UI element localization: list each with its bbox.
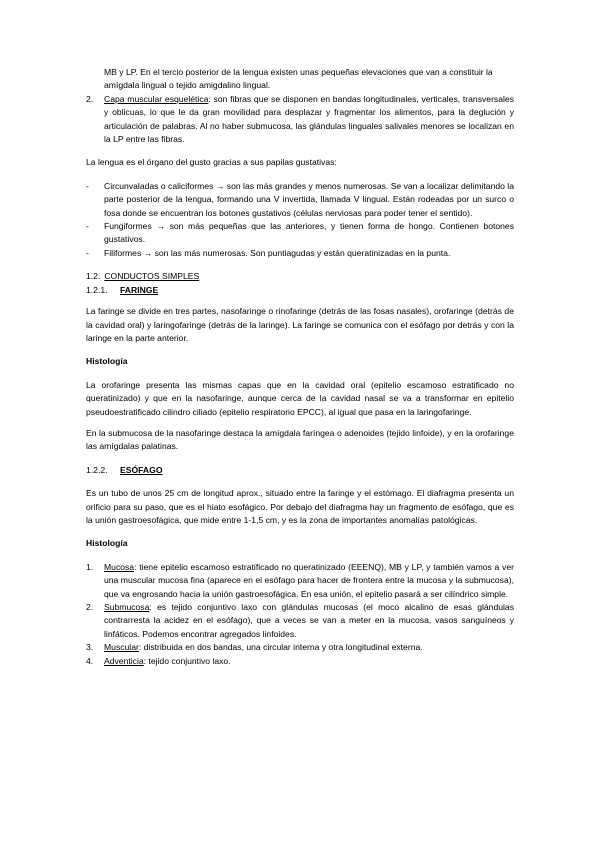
section-heading — [86, 270, 514, 283]
subsection-heading-esofago — [86, 464, 514, 477]
term-capa-muscular: Capa muscular esquelética — [104, 93, 209, 104]
faringe-paragraph: La faringe se divide en tres partes, nasofaringe o rinofaringe (detrás de las fosas nasales), orofaringe (detrás de la cavidad oral) y laringofaringe (detrás de la laringe). La faringe se comunica con el esófago por detrás y con la laringe en la parte anterior. — [86, 306, 514, 343]
list-item-muscular — [86, 641, 514, 654]
subsection-number: 1.2.1. — [86, 284, 108, 295]
list-item-submucosa — [86, 601, 514, 641]
item-text: Filiformes → son las más numerosas. Son puntiagudas y están queratinizadas en la punta. — [104, 247, 451, 258]
histologia-heading: Histología — [86, 538, 128, 549]
list-number: 2. — [86, 602, 94, 612]
list-number: 4. — [86, 655, 94, 666]
bullet-dash: - — [86, 221, 89, 232]
item-text: Circunvaladas o caliciformes → son las más grandes y menos numerosas. Se van a localizar delimitando la parte posterior de la lengua, formando una V invertida, llamada V lingual. Están rodeadas por un surco o fosa donde se encuentran los botones gustativos (células nerviosas para poder tener el sentido). — [104, 180, 514, 218]
term-adventicia: Adventicia — [104, 655, 144, 666]
histologia-heading: Histología — [86, 356, 128, 367]
esofago-paragraph: Es un tubo de unos 25 cm de longitud aprox., situado entre la faringe y el estómago. El diafragma presenta un orificio para su paso, que es el hiato esofágico. Por debajo del diafragma hay un fragmento de esófago, que es la unión gastroesofágica, que mide entre 1-1,5 cm, y es la zona de importantes anomalías patológicas. — [86, 488, 514, 525]
continued-text-line-2: amígdala lingual o tejido amigdalino lingual. — [104, 80, 271, 91]
section-number: 1.2. — [86, 271, 101, 282]
term-mucosa: Mucosa — [104, 561, 135, 572]
subsection-number: 1.2.2. — [86, 464, 108, 475]
item-text: : tiene epitelio escamoso estratificado no queratinizado (EEENQ), MB y LP, y también vamos a ver una muscular mucosa fina (aparece en el esófago para hacer de frontera entre la mucosa y la submucosa), que va engrosando hacia la unión gastroesofágica. En esa unión, el epitelio pasará a ser cilíndrico simple. — [104, 561, 514, 599]
item-text: : distribuida en dos bandas, una circular interna y otra longitudinal externa. — [138, 642, 423, 653]
term-submucosa: Submucosa — [104, 602, 150, 612]
continued-text-line-1: MB y LP. En el tercio posterior de la lengua existen unas pequeñas elevaciones que van a constituir la — [104, 67, 493, 77]
faringe-histo-paragraph-2: En la submucosa de la nasofaringe destaca la amígdala faríngea o adenoides (tejido linfoide), y en la orofaringe las amígdalas palatinas. — [86, 427, 514, 452]
list-item-mucosa — [86, 561, 514, 601]
list-item-filiformes — [86, 247, 514, 260]
subsection-title: FARINGE — [120, 284, 159, 295]
item-text: : es tejido conjuntivo laxo con glándulas mucosas (el moco alcalino de esas glándulas contrarresta la acidez en el esófago), que a veces se van a meter en la mucosa, vasos sanguíneos y linfáticos. Podemos encontrar agregados linfoides. — [104, 602, 514, 639]
list-item-fungiformes — [86, 220, 514, 247]
list-item-circunvaladas — [86, 180, 514, 220]
list-item-capa-muscular — [86, 93, 514, 147]
document-page — [86, 66, 514, 668]
item-text: : son fibras que se disponen en bandas longitudinales, verticales, transversales y oblicuas, lo que le da gran movilidad para desplazar y fragmentar los alimentos, para la deglución y articulación de palabras. Al no haber submucosa, las glándulas linguales salivales menores se localizan en la LP entre las fibras. — [104, 93, 514, 145]
bullet-dash: - — [86, 180, 89, 191]
item-text: : tejido conjuntivo laxo. — [143, 655, 231, 666]
list-number: 2. — [86, 93, 94, 104]
section-title: CONDUCTOS SIMPLES — [104, 271, 200, 282]
list-number: 1. — [86, 561, 94, 572]
list-number: 3. — [86, 642, 94, 653]
list-item-adventicia — [86, 655, 514, 668]
faringe-histo-paragraph-1: La orofaringe presenta las mismas capas que en la cavidad oral (epitelio escamoso estratificado no queratinizado) y que en la nasofaringe, aunque cerca de la cavidad nasal se va a transformar en epitelio pseudoestratificado cilindro ciliado (epitelio respiratorio EPCC), al igual que pasa en la laringofaringe. — [86, 379, 514, 417]
term-muscular: Muscular — [104, 642, 139, 653]
subsection-heading-faringe — [86, 284, 514, 297]
subsection-title: ESÓFAGO — [120, 464, 163, 475]
papilas-intro: La lengua es el órgano del gusto gracias a sus papilas gustativas: — [86, 157, 337, 168]
bullet-dash: - — [86, 247, 89, 258]
item-text: Fungiformes → son más pequeñas que las anteriores, y tienen forma de hongo. Contienen botones gustativos. — [104, 221, 514, 245]
